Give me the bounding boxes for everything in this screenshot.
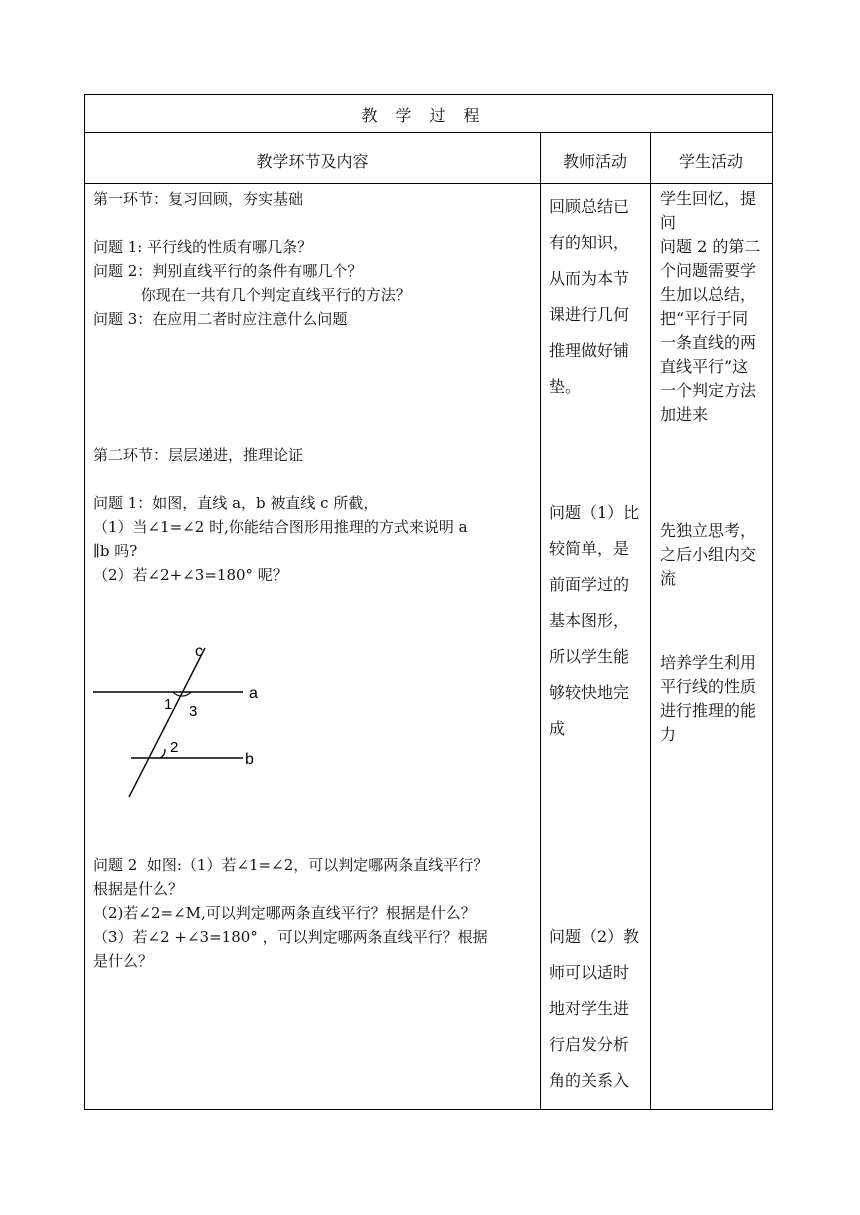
teacher-line: 有的知识， [549, 233, 630, 252]
student-line: 一条直线的两 [660, 333, 757, 352]
q1-line: （1）当∠1=∠2 时,你能结合图形用推理的方式来说明 a [93, 518, 468, 536]
q2-line: 是什么？ [93, 952, 154, 970]
angle-arc-2 [160, 749, 165, 758]
student-block-3 [660, 651, 768, 747]
student-line: 问 [660, 213, 677, 232]
student-block-1 [660, 187, 768, 427]
student-line: 平行线的性质 [660, 677, 757, 696]
student-line: 流 [660, 569, 677, 588]
label-c: c [195, 643, 203, 660]
teacher-line: 地对学生进 [549, 999, 630, 1018]
teacher-line: 问题（2）教 [549, 927, 640, 946]
header-divider [85, 183, 772, 184]
student-line: 学生回忆，提 [660, 189, 757, 208]
q2-line: （2)若∠2=∠M,可以判定哪两条直线平行？根据是什么？ [93, 904, 476, 922]
col-divider-1 [540, 132, 541, 1109]
label-angle1: 1 [164, 696, 173, 713]
parallel-lines-diagram [93, 640, 293, 815]
teacher-block-1 [549, 189, 641, 405]
student-line: 加进来 [660, 405, 709, 424]
teacher-line: 从而为本节 [549, 269, 630, 288]
section1-heading: 第一环节：复习回顾，夯实基础 [93, 190, 304, 208]
section1-line: 问题 3：在应用二者时应注意什么问题 [93, 310, 348, 328]
q1-line: 问题 1：如图，直线 a，b 被直线 c 所截， [93, 494, 379, 512]
student-line: 力 [660, 725, 677, 744]
q1-line: ∥b 吗? [93, 542, 138, 560]
teacher-block-2 [549, 495, 641, 747]
student-line: 问题 2 的第二 [660, 237, 761, 256]
student-line: 生加以总结， [660, 285, 757, 304]
student-line: 先独立思考， [660, 521, 757, 540]
student-line: 进行推理的能 [660, 701, 757, 720]
teacher-line: 前面学过的 [549, 575, 630, 594]
teacher-line: 垫。 [549, 377, 582, 396]
teacher-line: 成 [549, 719, 566, 738]
student-line: 把“平行于同 [660, 309, 749, 328]
student-line: 直线平行”这 [660, 357, 749, 376]
label-b: b [245, 751, 254, 768]
title-divider [85, 132, 772, 133]
label-angle3: 3 [189, 703, 198, 720]
teacher-block-3 [549, 919, 641, 1099]
section1-line: 你现在一共有几个判定直线平行的方法？ [93, 286, 411, 304]
teacher-line: 课进行几何 [549, 305, 630, 324]
teacher-line: 角的关系入 [549, 1071, 630, 1090]
header-teacher: 教师活动 [562, 152, 627, 171]
label-a: a [249, 685, 258, 702]
teacher-line: 够较快地完 [549, 683, 630, 702]
student-line: 之后小组内交 [660, 545, 757, 564]
col-divider-2 [650, 132, 651, 1109]
lesson-table [84, 94, 773, 1110]
teacher-line: 问题（1）比 [549, 503, 640, 522]
table-title: 教学过程 [361, 106, 498, 125]
line-c [129, 648, 205, 797]
teacher-line: 回顾总结已 [549, 197, 630, 216]
question2 [93, 853, 533, 973]
section1-line: 问题 1: 平行线的性质有哪几条？ [93, 238, 313, 256]
student-line: 个问题需要学 [660, 261, 757, 280]
teacher-line: 较简单，是 [549, 539, 630, 558]
teacher-line: 师可以适时 [549, 963, 630, 982]
student-block-2 [660, 519, 768, 591]
teacher-line: 行启发分析 [549, 1035, 630, 1054]
teacher-line: 所以学生能 [549, 647, 630, 666]
q2-line: （3）若∠2 +∠3=180° ，可以判定哪两条直线平行？根据 [93, 928, 488, 946]
q2-line: 根据是什么？ [93, 880, 184, 898]
teacher-line: 推理做好铺 [549, 341, 630, 360]
label-angle2: 2 [170, 739, 179, 756]
student-line: 培养学生利用 [660, 653, 757, 672]
section2 [93, 443, 533, 587]
section1 [93, 187, 533, 331]
section2-heading: 第二环节：层层递进，推理论证 [93, 446, 304, 464]
student-line: 一个判定方法 [660, 381, 757, 400]
q1-line: （2）若∠2+∠3=180° 呢？ [93, 566, 288, 584]
section1-line: 问题 2：判别直线平行的条件有哪几个？ [93, 262, 363, 280]
teacher-line: 基本图形， [549, 611, 630, 630]
q2-line: 问题 2 如图:（1）若∠1=∠2，可以判定哪两条直线平行？ [93, 856, 489, 874]
header-content: 教学环节及内容 [256, 152, 369, 171]
header-student: 学生活动 [678, 152, 743, 171]
